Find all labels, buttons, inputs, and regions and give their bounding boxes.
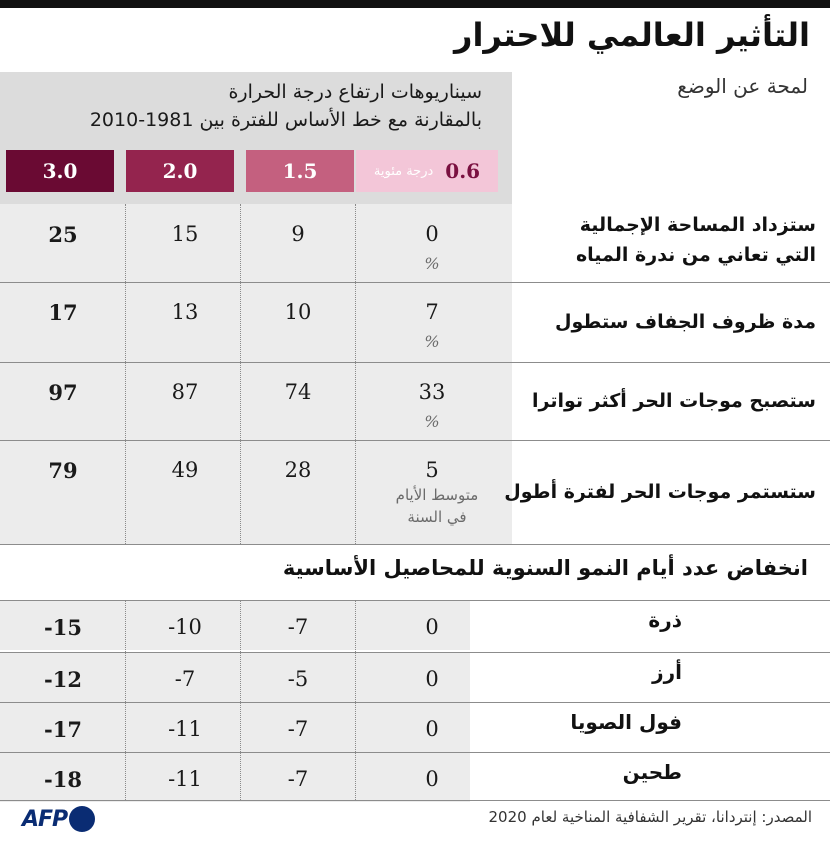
impact-value: 49 xyxy=(171,458,199,482)
impact-value: 87 xyxy=(171,380,199,404)
scenario-value: 3.0 xyxy=(42,159,78,183)
crop-label: فول الصويا xyxy=(570,710,682,734)
page-title: التأثير العالمي للاحترار xyxy=(454,16,810,54)
impact-value: 7 xyxy=(425,300,439,324)
top-bar xyxy=(0,0,830,8)
afp-logo-text: AFP xyxy=(22,806,68,832)
impact-unit-line: في السنة xyxy=(407,508,467,526)
impact-label-line: ستزداد المساحة الإجمالية xyxy=(579,214,816,236)
scenario-value: 1.5 xyxy=(282,159,318,183)
impact-value: 74 xyxy=(284,380,312,404)
impact-unit xyxy=(382,484,492,528)
impact-unit-line: متوسط الأيام xyxy=(395,486,479,504)
impact-value: 10 xyxy=(284,300,312,324)
scenario-chip-0-6 xyxy=(356,150,498,192)
scenario-header-line2: بالمقارنة مع خط الأساس للفترة بين 1981-2010 xyxy=(89,109,482,131)
impact-label-line: التي تعاني من ندرة المياه xyxy=(575,244,816,266)
impact-value: 25 xyxy=(48,222,78,247)
impact-label xyxy=(504,477,816,507)
impact-unit: % xyxy=(424,412,440,431)
impact-unit: % xyxy=(424,332,440,351)
crop-value: -7 xyxy=(287,717,309,741)
scenario-unit-label: درجة مئوية xyxy=(373,163,434,179)
scenario-header-text xyxy=(2,78,482,134)
scenario-value: 0.6 xyxy=(445,159,481,183)
crop-value: 0 xyxy=(425,667,439,691)
crop-label: أرز xyxy=(652,660,682,684)
crop-label: طحين xyxy=(622,760,682,784)
table-bottom-rule xyxy=(0,544,830,545)
crop-value: -5 xyxy=(287,667,309,691)
crop-value: -12 xyxy=(44,667,82,692)
page-subtitle: لمحة عن الوضع xyxy=(677,74,808,98)
scenario-chip-1-5 xyxy=(246,150,354,192)
crop-value: -17 xyxy=(44,717,82,742)
crop-value: -10 xyxy=(168,615,202,639)
scenario-header-line1: سيناريوهات ارتفاع درجة الحرارة xyxy=(228,81,482,103)
impact-value: 0 xyxy=(425,222,439,246)
crop-column-divider xyxy=(240,600,241,800)
crop-value: -7 xyxy=(287,767,309,791)
impact-label-line: ستصبح موجات الحر أكثر تواترا xyxy=(532,390,816,412)
crop-value: 0 xyxy=(425,615,439,639)
impact-label-line: ستستمر موجات الحر لفترة أطول xyxy=(504,481,816,503)
crops-bottom-rule xyxy=(0,800,830,801)
impact-value: 17 xyxy=(48,300,78,325)
impact-value: 33 xyxy=(418,380,446,404)
crop-value: -18 xyxy=(44,767,82,792)
column-divider xyxy=(125,204,126,544)
crop-column-divider xyxy=(125,600,126,800)
impact-label-line: مدة ظروف الجفاف ستطول xyxy=(555,311,816,333)
scenario-chip-3-0 xyxy=(6,150,114,192)
crop-value: 0 xyxy=(425,717,439,741)
impact-value: 15 xyxy=(171,222,199,246)
scenario-chip-2-0 xyxy=(126,150,234,192)
impact-value: 28 xyxy=(284,458,312,482)
impact-label xyxy=(555,307,816,337)
column-divider xyxy=(240,204,241,544)
impact-label xyxy=(532,386,816,416)
column-divider xyxy=(355,204,356,544)
crop-value: 0 xyxy=(425,767,439,791)
crop-value: -7 xyxy=(287,615,309,639)
impact-value: 13 xyxy=(171,300,199,324)
crop-value: -7 xyxy=(174,667,196,691)
impact-unit: % xyxy=(424,254,440,273)
source-note: المصدر: إنتردانا، تقرير الشفافية المناخية لعام 2020 xyxy=(488,808,812,826)
afp-logo xyxy=(22,806,95,832)
crop-value: -15 xyxy=(44,615,82,640)
impact-value: 97 xyxy=(48,380,78,405)
scenario-value: 2.0 xyxy=(162,159,198,183)
impact-value: 79 xyxy=(48,458,78,483)
crops-section-title: انخفاض عدد أيام النمو السنوية للمحاصيل الأساسية xyxy=(282,556,808,580)
crop-value: -11 xyxy=(168,767,202,791)
crop-column-divider xyxy=(355,600,356,800)
afp-logo-dot xyxy=(69,806,95,832)
impact-value: 9 xyxy=(291,222,305,246)
impact-value: 5 xyxy=(425,458,439,482)
impact-label xyxy=(576,210,816,270)
crop-label: ذرة xyxy=(648,608,682,632)
crop-value: -11 xyxy=(168,717,202,741)
